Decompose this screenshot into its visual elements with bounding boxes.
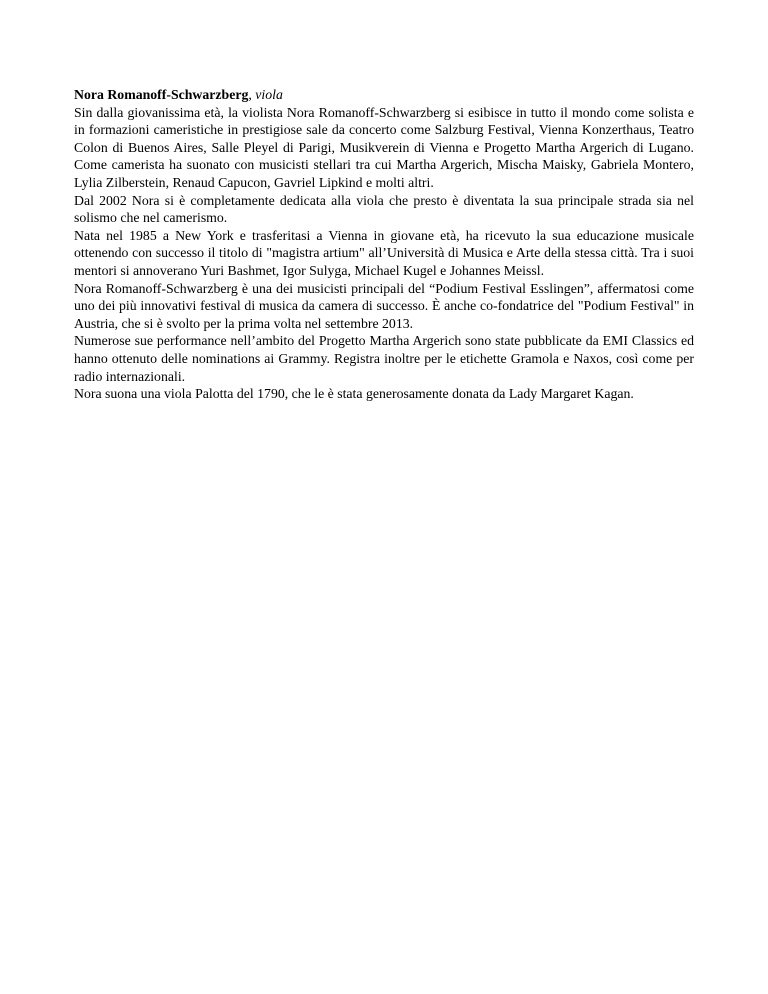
- artist-instrument: viola: [255, 87, 283, 102]
- paragraph-career: Sin dalla giovanissima età, la violista Nora Romanoff-Schwarzberg si esibisce in tutto il mondo come solista e in formazioni cameristiche in prestigiose sale da concerto come Salzburg Festival, Vienna Konzerthaus, Teatro Colon di Buenos Aires, Salle Pleyel di Parigi, Musikverein di Vienna e Progetto Martha Argerich di Lugano. Come camerista ha suonato con musicisti stellari tra cui Martha Argerich, Mischa Maisky, Gabriela Montero, Lylia Zilberstein, Renaud Capucon, Gavriel Lipkind e molti altri.: [74, 104, 694, 190]
- document-body: [74, 86, 694, 403]
- document-heading: [74, 86, 694, 104]
- paragraph-podium-festival: Nora Romanoff-Schwarzberg è una dei musicisti principali del “Podium Festival Esslingen”, affermatosi come uno dei più innovativi festival di musica da camera di successo. È anche co-fondatrice del "Podium Festival" in Austria, che si è svolto per la prima volta nel settembre 2013.: [74, 280, 694, 331]
- paragraph-instrument: Nora suona una viola Palotta del 1790, che le è stata generosamente donata da Lady Margaret Kagan.: [74, 386, 634, 402]
- artist-name: Nora Romanoff-Schwarzberg: [74, 87, 249, 102]
- paragraph-education: Nata nel 1985 a New York e trasferitasi a Vienna in giovane età, ha ricevuto la sua educazione musicale ottenendo con successo il titolo di "magistra artium" all’Università di Musica e Arte della stessa città. Tra i suoi mentori si annoverano Yuri Bashmet, Igor Sulyga, Michael Kugel e Johannes Meissl.: [74, 227, 694, 278]
- paragraph-recordings: Numerose sue performance nell’ambito del Progetto Martha Argerich sono state pubblicate da EMI Classics ed hanno ottenuto delle nominations ai Grammy. Registra inoltre per le etichette Gramola e Naxos, così come per radio internazionali.: [74, 333, 694, 384]
- paragraph-viola-dedication: Dal 2002 Nora si è completamente dedicata alla viola che presto è diventata la sua principale strada sia nel solismo che nel camerismo.: [74, 192, 694, 226]
- heading-separator: ,: [248, 87, 256, 102]
